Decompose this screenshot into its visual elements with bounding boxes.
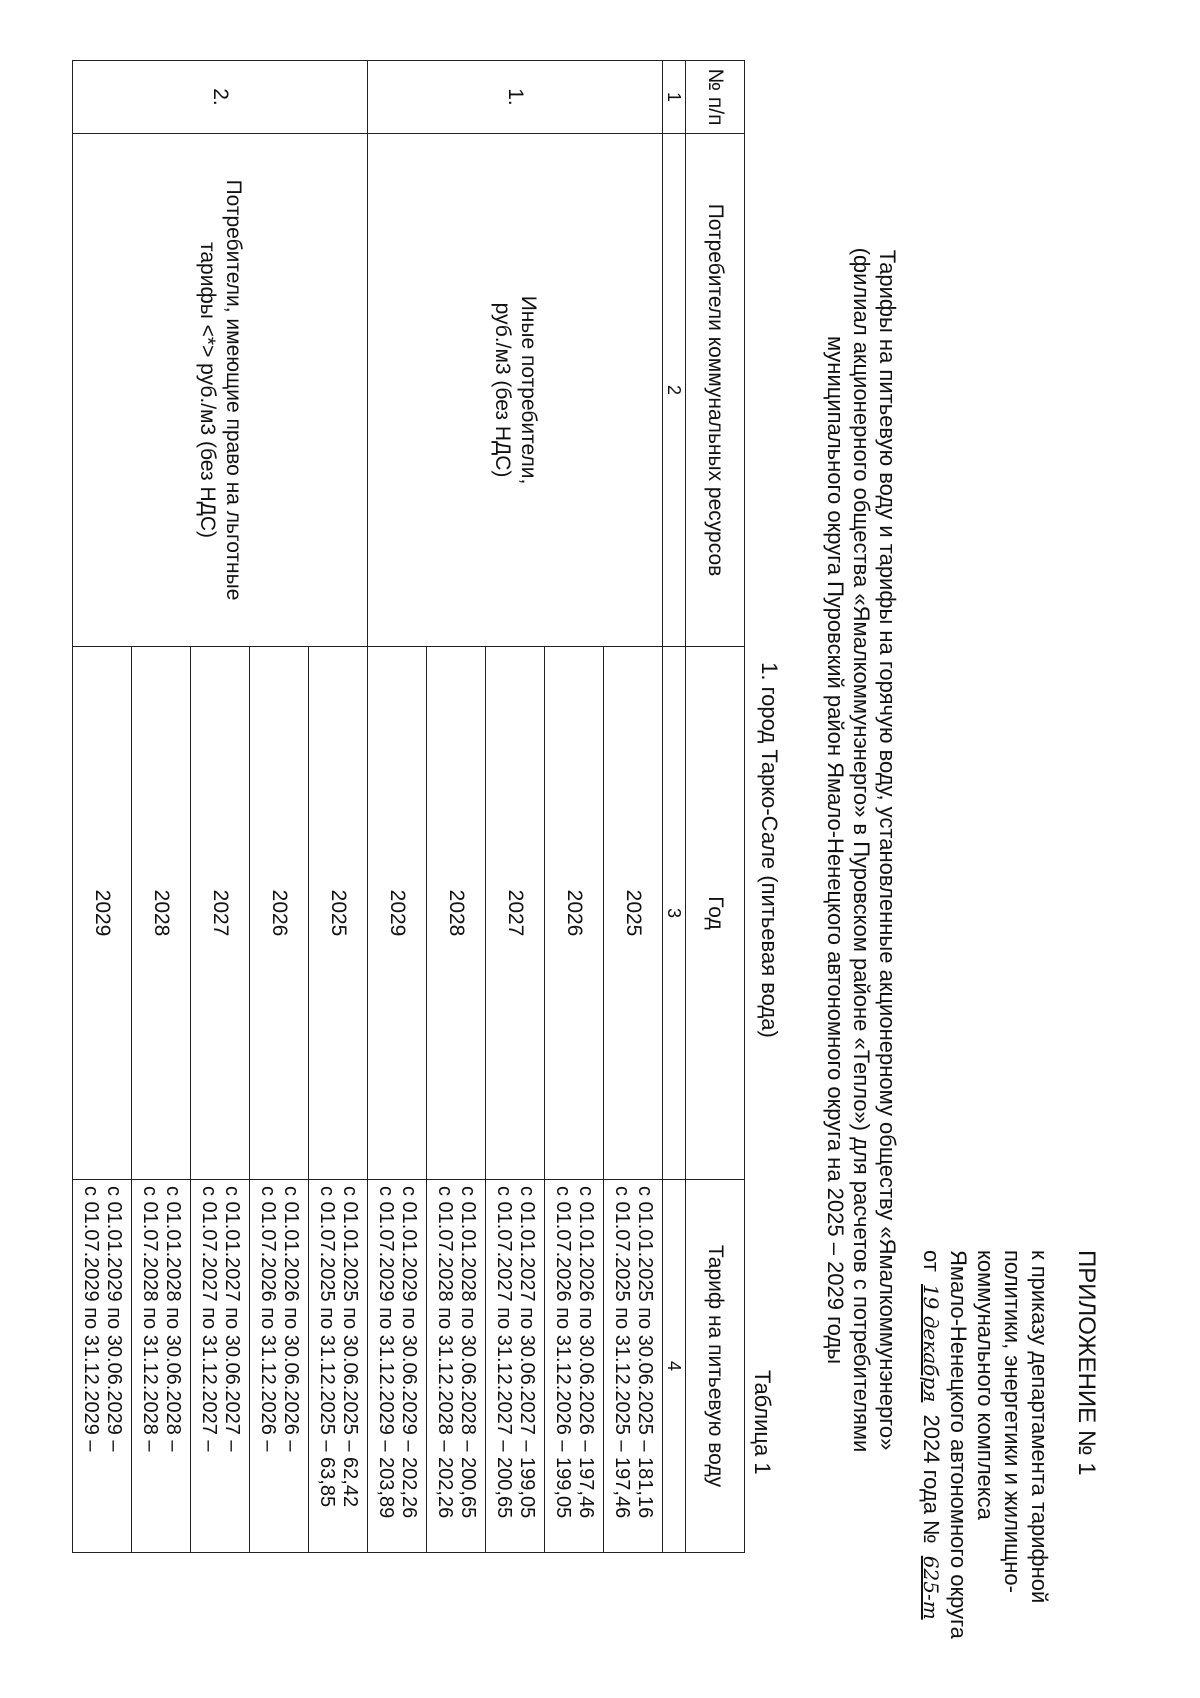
category-line: Потребители, имеющие право на льготные bbox=[222, 179, 245, 601]
row-number: 2. bbox=[73, 61, 368, 134]
year-cell: 2029 bbox=[368, 647, 427, 1180]
appendix-line: политики, энергетики и жилищно- bbox=[1000, 1250, 1025, 1593]
col-number: 4 bbox=[663, 1180, 686, 1553]
date-prefix: от bbox=[919, 1250, 944, 1272]
tariff-period: с 01.01.2027 по 30.06.2027 – bbox=[221, 1186, 243, 1452]
tariff-cell bbox=[309, 1180, 368, 1553]
section-subtitle: 1. город Тарко-Сале (питьевая вода) bbox=[757, 662, 782, 1038]
category-line: тарифы <*> руб./м3 (без НДС) bbox=[196, 241, 219, 539]
col-number: 3 bbox=[663, 647, 686, 1180]
heading-line: (филиал акционерного общества «Ямалкоммунэнерго» в Пуровском районе «Тепло») для расчетов с потребителями bbox=[849, 247, 874, 1453]
tariff-period: с 01.01.2029 по 30.06.2029 – 202,26 bbox=[398, 1186, 420, 1519]
header-tariff: Тариф на питьевую воду bbox=[686, 1180, 745, 1553]
tariff-period: с 01.07.2026 по 31.12.2026 – 199,05 bbox=[552, 1186, 574, 1519]
handwritten-order-number: 625-т bbox=[919, 1555, 943, 1620]
appendix-line: к приказу департамента тарифной bbox=[1027, 1250, 1052, 1604]
col-number: 1 bbox=[663, 61, 686, 134]
tariff-period: с 01.07.2028 по 31.12.2028 – bbox=[139, 1186, 161, 1452]
heading-line: Тарифы на питьевую воду и тарифы на горячую воду, установленные акционерному обществу «Ямалкоммунэнерго» bbox=[875, 249, 900, 1451]
tariff-period: с 01.01.2029 по 30.06.2029 – bbox=[103, 1186, 125, 1452]
appendix-title: ПРИЛОЖЕНИЕ № 1 bbox=[1073, 1250, 1100, 1476]
appendix-block bbox=[917, 1250, 1100, 1670]
column-number-row bbox=[663, 61, 686, 1553]
tariff-period: с 01.01.2026 по 30.06.2026 – 197,46 bbox=[575, 1186, 597, 1519]
tariff-cell bbox=[427, 1180, 486, 1553]
tariff-table bbox=[72, 60, 745, 1553]
table-row bbox=[309, 61, 368, 1553]
order-year-text: 2024 года № bbox=[919, 1414, 944, 1544]
tariff-cell bbox=[604, 1180, 663, 1553]
table-header-row bbox=[686, 61, 745, 1553]
tariff-period: с 01.07.2025 по 31.12.2025 – 197,46 bbox=[611, 1186, 633, 1519]
row-number: 1. bbox=[368, 61, 663, 134]
table-row bbox=[604, 61, 663, 1553]
tariff-period: с 01.07.2026 по 31.12.2026 – bbox=[257, 1186, 279, 1452]
category-line: руб./м3 (без НДС) bbox=[491, 302, 514, 478]
header-year: Год bbox=[686, 647, 745, 1180]
tariff-cell bbox=[191, 1180, 250, 1553]
tariff-cell bbox=[73, 1180, 132, 1553]
header-num: № п/п bbox=[686, 61, 745, 134]
tariff-period: с 01.01.2025 по 30.06.2025 – 181,16 bbox=[634, 1186, 656, 1519]
tariff-period: с 01.07.2027 по 31.12.2027 – 200,65 bbox=[493, 1186, 515, 1519]
year-cell: 2028 bbox=[427, 647, 486, 1180]
tariff-period: с 01.07.2028 по 31.12.2028 – 202,26 bbox=[434, 1186, 456, 1519]
heading-line: муниципального округа Пуровский район Ямало-Ненецкого автономного округа на 2025 – 2029 годы bbox=[823, 335, 848, 1365]
tariff-period: с 01.01.2026 по 30.06.2026 – bbox=[280, 1186, 302, 1452]
tariff-period: с 01.07.2029 по 31.12.2029 – 203,89 bbox=[375, 1186, 397, 1519]
consumer-category bbox=[368, 134, 663, 647]
tariff-period: с 01.01.2027 по 30.06.2027 – 199,05 bbox=[516, 1186, 538, 1519]
handwritten-date: 19 декабря bbox=[919, 1283, 943, 1403]
year-cell: 2029 bbox=[73, 647, 132, 1180]
year-cell: 2026 bbox=[250, 647, 309, 1180]
category-line: Иные потребители, bbox=[517, 295, 540, 485]
col-number: 2 bbox=[663, 134, 686, 647]
year-cell: 2028 bbox=[132, 647, 191, 1180]
year-cell: 2027 bbox=[191, 647, 250, 1180]
tariff-period: с 01.07.2025 по 31.12.2025 – 63,85 bbox=[316, 1186, 338, 1508]
tariff-period: с 01.07.2027 по 31.12.2027 – bbox=[198, 1186, 220, 1452]
order-date-line bbox=[917, 1250, 945, 1670]
tariff-cell bbox=[132, 1180, 191, 1553]
table-label: Таблица 1 bbox=[750, 1370, 775, 1475]
year-cell: 2026 bbox=[545, 647, 604, 1180]
year-cell: 2025 bbox=[309, 647, 368, 1180]
header-consumers: Потребители коммунальных ресурсов bbox=[686, 134, 745, 647]
document-heading bbox=[822, 240, 900, 1460]
year-cell: 2025 bbox=[604, 647, 663, 1180]
tariff-period: с 01.01.2025 по 30.06.2025 – 62,42 bbox=[339, 1186, 361, 1508]
appendix-line: коммунального комплекса bbox=[973, 1250, 998, 1520]
consumer-category bbox=[73, 134, 368, 647]
tariff-period: с 01.07.2029 по 31.12.2029 – bbox=[80, 1186, 102, 1452]
tariff-cell bbox=[368, 1180, 427, 1553]
tariff-period: с 01.01.2028 по 30.06.2028 – 200,65 bbox=[457, 1186, 479, 1519]
tariff-period: с 01.01.2028 по 30.06.2028 – bbox=[162, 1186, 184, 1452]
tariff-cell bbox=[545, 1180, 604, 1553]
appendix-line: Ямало-Ненецкого автономного округа bbox=[946, 1250, 971, 1639]
tariff-cell bbox=[250, 1180, 309, 1553]
tariff-cell bbox=[486, 1180, 545, 1553]
year-cell: 2027 bbox=[486, 647, 545, 1180]
